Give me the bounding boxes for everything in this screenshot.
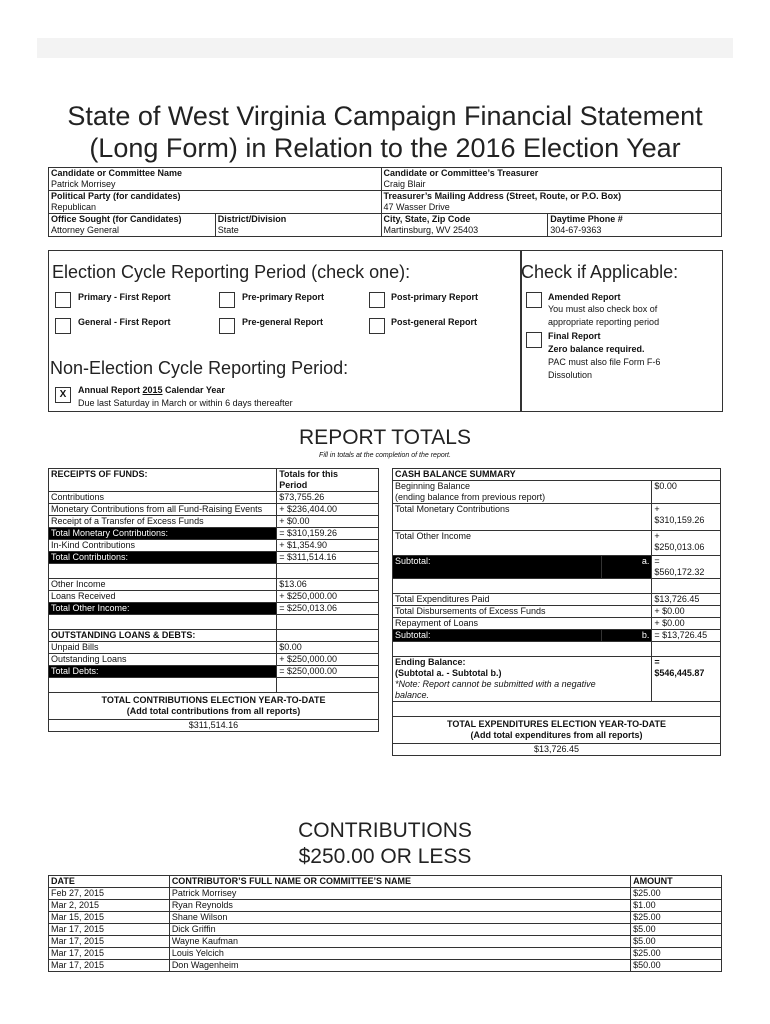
annual-report-label: Annual Report 2015 Calendar Year bbox=[78, 385, 225, 395]
exp-paid-label: Total Expenditures Paid bbox=[393, 594, 652, 606]
candidate-info-table bbox=[48, 167, 722, 237]
address-cell: Treasurer’s Mailing Address (Street, Route, or P.O. Box) 47 Wasser Drive bbox=[381, 191, 721, 214]
annual-report-checkbox[interactable]: X bbox=[55, 387, 71, 403]
contribution-amount[interactable]: $25.00 bbox=[631, 912, 722, 924]
row-label: Contributions bbox=[49, 492, 277, 504]
contribution-row bbox=[49, 900, 722, 912]
contribution-amount[interactable]: $25.00 bbox=[631, 888, 722, 900]
row-value[interactable]: + $0.00 bbox=[277, 516, 379, 528]
pre-general-checkbox[interactable] bbox=[219, 318, 235, 334]
table-row bbox=[49, 666, 379, 678]
post-general-label: Post-general Report bbox=[391, 317, 478, 327]
title-line-2: (Long Form) in Relation to the 2016 Election Year bbox=[89, 133, 681, 163]
pre-primary-label: Pre-primary Report bbox=[242, 292, 325, 302]
treasurer-field[interactable]: Craig Blair bbox=[383, 179, 426, 189]
subtotal-a-value[interactable]: = $560,172.32 bbox=[652, 556, 721, 579]
non-cycle-heading: Non-Election Cycle Reporting Period: bbox=[50, 358, 349, 378]
contribution-row bbox=[49, 960, 722, 972]
office-cell: Office Sought (for Candidates) Attorney General bbox=[49, 214, 216, 237]
col-name-header: CONTRIBUTOR’S FULL NAME OR COMMITTEE’S NAME bbox=[169, 876, 630, 888]
disb-label: Total Disbursements of Excess Funds bbox=[393, 606, 652, 618]
repay-value[interactable]: + $0.00 bbox=[652, 618, 721, 630]
row-value[interactable]: $0.00 bbox=[277, 642, 379, 654]
pac-note-2: Dissolution bbox=[548, 370, 593, 380]
beginning-value[interactable]: $0.00 bbox=[652, 481, 721, 504]
exp-ytd-value[interactable]: $13,726.45 bbox=[393, 744, 721, 756]
row-label: Outstanding Loans bbox=[49, 654, 277, 666]
table-row bbox=[49, 492, 379, 504]
cash-header: CASH BALANCE SUMMARY bbox=[393, 469, 721, 481]
table-row bbox=[49, 654, 379, 666]
receipts-header: RECEIPTS OF FUNDS: bbox=[49, 469, 277, 492]
party-field[interactable]: Republican bbox=[51, 202, 97, 212]
contribution-name[interactable]: Wayne Kaufman bbox=[169, 936, 630, 948]
row-value[interactable]: $13.06 bbox=[277, 579, 379, 591]
contribution-date[interactable]: Mar 17, 2015 bbox=[49, 936, 170, 948]
beginning-label: Beginning Balance (ending balance from previous report) bbox=[393, 481, 652, 504]
contribution-name[interactable]: Shane Wilson bbox=[169, 912, 630, 924]
contribution-name[interactable]: Patrick Morrisey bbox=[169, 888, 630, 900]
contribution-name[interactable]: Louis Yelcich bbox=[169, 948, 630, 960]
ytd-label: TOTAL CONTRIBUTIONS ELECTION YEAR-TO-DATE (Add total contributions from all reports) bbox=[49, 693, 379, 720]
amended-note-1: You must also check box of bbox=[548, 304, 658, 314]
row-label: Total Contributions: bbox=[49, 552, 277, 564]
contribution-row bbox=[49, 948, 722, 960]
contribution-row bbox=[49, 888, 722, 900]
exp-paid-value[interactable]: $13,726.45 bbox=[652, 594, 721, 606]
ending-label: Ending Balance: (Subtotal a. - Subtotal b.) *Note: Report cannot be submitted with a negative balance. bbox=[393, 657, 652, 702]
primary-first-checkbox[interactable] bbox=[55, 292, 71, 308]
cycle-heading: Election Cycle Reporting Period (check one): bbox=[52, 262, 411, 282]
contribution-date[interactable]: Mar 17, 2015 bbox=[49, 948, 170, 960]
row-label: Total Other Income: bbox=[49, 603, 277, 615]
annual-note: Due last Saturday in March or within 6 days thereafter bbox=[78, 398, 293, 408]
report-totals-heading: REPORT TOTALS bbox=[299, 426, 471, 449]
district-field[interactable]: State bbox=[217, 225, 239, 235]
annual-year: 2015 bbox=[142, 385, 163, 395]
row-label: Unpaid Bills bbox=[49, 642, 277, 654]
row-label: In-Kind Contributions bbox=[49, 540, 277, 552]
row-value[interactable]: = $250,013.06 bbox=[277, 603, 379, 615]
spacer-row bbox=[49, 615, 277, 630]
contribution-amount[interactable]: $1.00 bbox=[631, 900, 722, 912]
phone-field[interactable]: 304-67-9363 bbox=[550, 225, 602, 235]
subtotal-b-value[interactable]: = $13,726.45 bbox=[652, 630, 721, 642]
subtotal-a-label: Subtotal: bbox=[393, 556, 602, 579]
ending-value[interactable]: = $546,445.87 bbox=[652, 657, 721, 702]
contribution-row bbox=[49, 936, 722, 948]
phone-cell: Daytime Phone # 304-67-9363 bbox=[548, 214, 722, 237]
row-value[interactable]: + $250,000.00 bbox=[277, 591, 379, 603]
final-checkbox[interactable] bbox=[526, 332, 542, 348]
general-first-checkbox[interactable] bbox=[55, 318, 71, 334]
report-totals-subheading: Fill in totals at the completion of the report. bbox=[319, 452, 451, 459]
pre-general-label: Pre-general Report bbox=[242, 317, 324, 327]
district-cell: District/Division State bbox=[215, 214, 381, 237]
receipts-table bbox=[48, 468, 379, 732]
candidate-cell: Candidate or Committee Name Patrick Morrisey bbox=[49, 168, 382, 191]
zero-balance-label: Zero balance required. bbox=[548, 344, 645, 354]
total-monetary-label: Total Monetary Contributions bbox=[393, 504, 652, 531]
party-cell: Political Party (for candidates) Republican bbox=[49, 191, 382, 214]
page-title bbox=[40, 100, 730, 164]
spacer-row bbox=[393, 579, 652, 594]
table-row bbox=[49, 528, 379, 540]
table-row bbox=[49, 591, 379, 603]
table-row bbox=[49, 579, 379, 591]
row-label: Loans Received bbox=[49, 591, 277, 603]
pre-primary-checkbox[interactable] bbox=[219, 292, 235, 308]
total-other-value[interactable]: + $250,013.06 bbox=[652, 531, 721, 556]
row-value[interactable]: = $310,159.26 bbox=[277, 528, 379, 540]
contributions-table bbox=[48, 875, 722, 972]
row-value[interactable]: = $250,000.00 bbox=[277, 666, 379, 678]
contribution-name[interactable]: Dick Griffin bbox=[169, 924, 630, 936]
contribution-name[interactable]: Don Wagenheim bbox=[169, 960, 630, 972]
contribution-date[interactable]: Mar 17, 2015 bbox=[49, 924, 170, 936]
applicable-heading: Check if Applicable: bbox=[521, 262, 679, 282]
totals-header: Totals for this Period bbox=[277, 469, 379, 492]
top-toolbar-strip bbox=[37, 38, 733, 58]
subtotal-a-marker: a. bbox=[602, 556, 652, 579]
subtotal-b-label: Subtotal: bbox=[393, 630, 602, 642]
spacer-row bbox=[49, 564, 277, 579]
col-date-header: DATE bbox=[49, 876, 170, 888]
row-value[interactable]: $73,755.26 bbox=[277, 492, 379, 504]
contribution-date[interactable]: Feb 27, 2015 bbox=[49, 888, 170, 900]
table-row bbox=[49, 540, 379, 552]
cash-balance-table bbox=[392, 468, 721, 756]
row-label: Total Monetary Contributions: bbox=[49, 528, 277, 540]
treasurer-cell: Candidate or Committee’s Treasurer Craig Blair bbox=[381, 168, 721, 191]
row-value[interactable]: + $236,404.00 bbox=[277, 504, 379, 516]
row-value[interactable]: + $1,354.90 bbox=[277, 540, 379, 552]
contribution-name[interactable]: Ryan Reynolds bbox=[169, 900, 630, 912]
table-row bbox=[49, 603, 379, 615]
row-label: Monetary Contributions from all Fund-Raising Events bbox=[49, 504, 277, 516]
spacer-row bbox=[49, 678, 277, 693]
subtotal-b-marker: b. bbox=[602, 630, 652, 642]
contribution-row bbox=[49, 912, 722, 924]
contribution-amount[interactable]: $25.00 bbox=[631, 948, 722, 960]
row-label: Total Debts: bbox=[49, 666, 277, 678]
amended-label: Amended Report bbox=[548, 292, 621, 302]
spacer-row bbox=[393, 642, 652, 657]
title-line-1: State of West Virginia Campaign Financial Statement bbox=[67, 101, 703, 131]
contribution-row bbox=[49, 924, 722, 936]
post-primary-checkbox[interactable] bbox=[369, 292, 385, 308]
loans-header: OUTSTANDING LOANS & DEBTS: bbox=[49, 630, 277, 642]
pac-note-1: PAC must also file Form F-6 bbox=[548, 357, 661, 367]
ytd-value[interactable]: $311,514.16 bbox=[49, 720, 379, 732]
city-cell: City, State, Zip Code Martinsburg, WV 25403 bbox=[381, 214, 548, 237]
candidate-field[interactable]: Patrick Morrisey bbox=[51, 179, 116, 189]
office-field[interactable]: Attorney General bbox=[51, 225, 120, 235]
exp-ytd-label: TOTAL EXPENDITURES ELECTION YEAR-TO-DATE (Add total expenditures from all reports) bbox=[393, 717, 721, 744]
address-field[interactable]: 47 Wasser Drive bbox=[383, 202, 450, 212]
total-other-label: Total Other Income bbox=[393, 531, 652, 556]
contributions-heading: CONTRIBUTIONS $250.00 OR LESS bbox=[298, 819, 472, 868]
row-value[interactable]: + $250,000.00 bbox=[277, 654, 379, 666]
post-primary-label: Post-primary Report bbox=[391, 292, 479, 302]
disb-value[interactable]: + $0.00 bbox=[652, 606, 721, 618]
contribution-date[interactable]: Mar 2, 2015 bbox=[49, 900, 170, 912]
row-label: Other Income bbox=[49, 579, 277, 591]
contribution-date[interactable]: Mar 15, 2015 bbox=[49, 912, 170, 924]
repay-label: Repayment of Loans bbox=[393, 618, 652, 630]
general-first-label: General - First Report bbox=[78, 317, 171, 327]
total-monetary-value[interactable]: + $310,159.26 bbox=[652, 504, 721, 531]
post-general-checkbox[interactable] bbox=[369, 318, 385, 334]
amended-note-2: appropriate reporting period bbox=[548, 317, 660, 327]
primary-first-label: Primary - First Report bbox=[78, 292, 171, 302]
table-row bbox=[49, 642, 379, 654]
row-value[interactable]: = $311,514.16 bbox=[277, 552, 379, 564]
col-amount-header: AMOUNT bbox=[631, 876, 722, 888]
contribution-amount[interactable]: $50.00 bbox=[631, 960, 722, 972]
spacer-row bbox=[393, 702, 721, 717]
contribution-date[interactable]: Mar 17, 2015 bbox=[49, 960, 170, 972]
row-label: Receipt of a Transfer of Excess Funds bbox=[49, 516, 277, 528]
final-label: Final Report bbox=[548, 331, 601, 341]
contribution-amount[interactable]: $5.00 bbox=[631, 924, 722, 936]
contribution-amount[interactable]: $5.00 bbox=[631, 936, 722, 948]
table-row bbox=[49, 552, 379, 564]
table-row bbox=[49, 504, 379, 516]
amended-checkbox[interactable] bbox=[526, 292, 542, 308]
table-row bbox=[49, 516, 379, 528]
city-field[interactable]: Martinsburg, WV 25403 bbox=[383, 225, 479, 235]
